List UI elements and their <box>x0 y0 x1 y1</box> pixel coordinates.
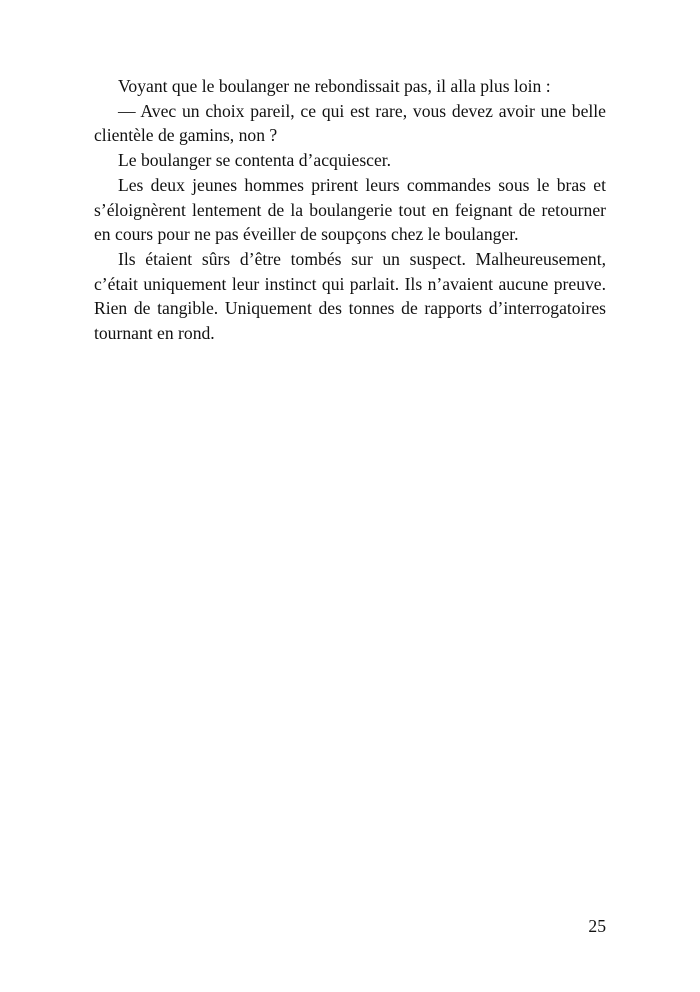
paragraph: — Avec un choix pareil, ce qui est rare, vous devez avoir une belle clientèle de gamins, non ? <box>94 100 606 146</box>
page-number: 25 <box>588 916 606 936</box>
paragraph: Le boulanger se contenta d’acquiescer. <box>118 150 392 171</box>
paragraph: Ils étaient sûrs d’être tombés sur un suspect. Malheureusement, c’était uniquement leur instinct qui parlait. Ils n’avaient aucune preuve. Rien de tangible. Uniquement des tonnes de rapports d’interrogatoires tournant en rond. <box>94 248 606 344</box>
paragraph: Les deux jeunes hommes prirent leurs commandes sous le bras et s’éloignèrent lentement de la boulangerie tout en feignant de retourner en cours pour ne pas éveiller de soupçons chez le boulanger. <box>94 174 606 245</box>
body-text <box>94 74 606 346</box>
paragraph: Voyant que le boulanger ne rebondissait pas, il alla plus loin : <box>118 76 551 96</box>
